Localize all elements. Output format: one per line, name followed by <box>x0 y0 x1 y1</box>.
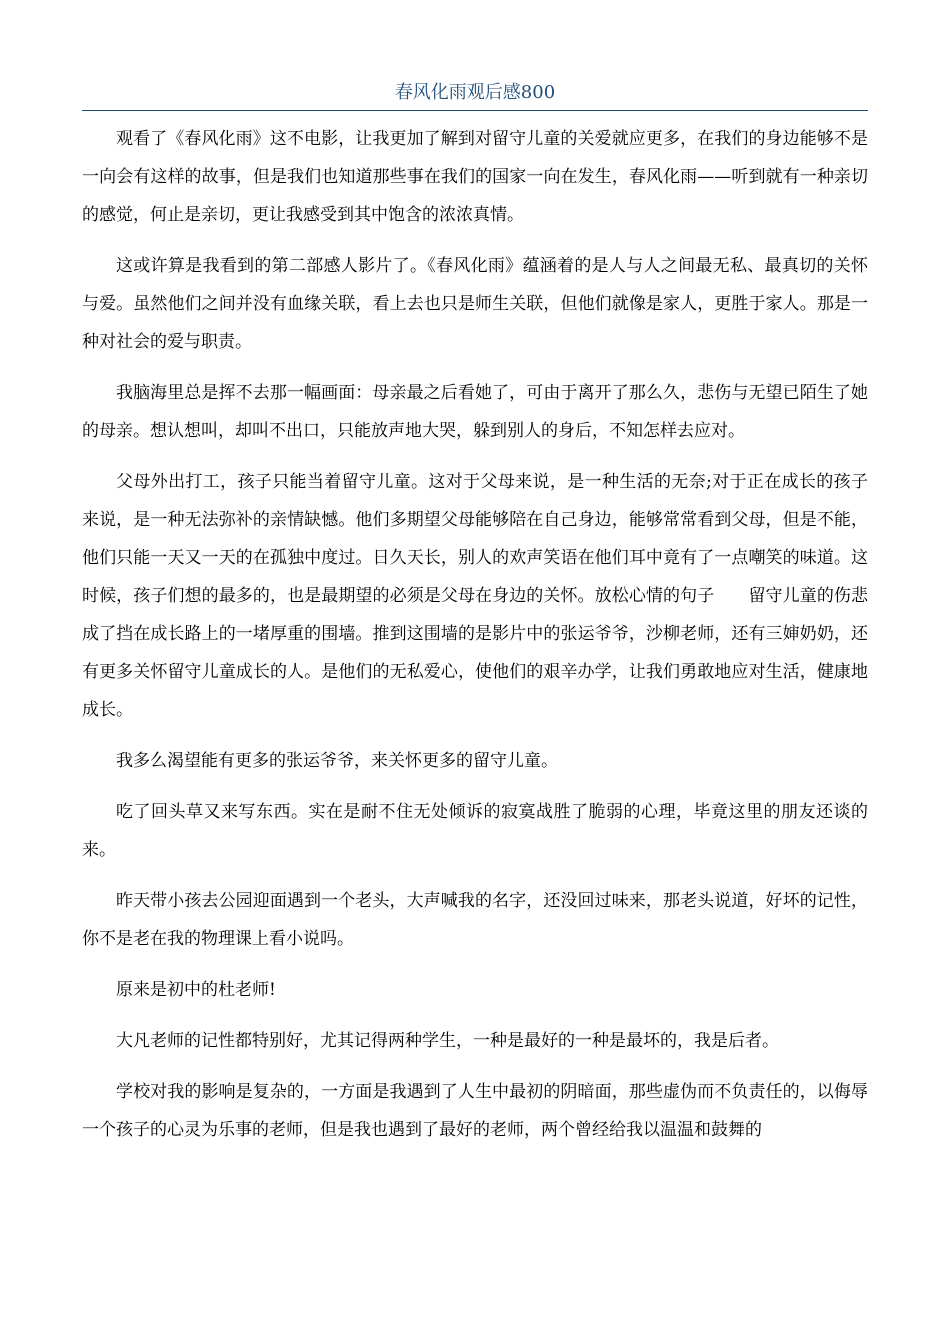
page-header <box>82 80 868 111</box>
paragraph: 观看了《春风化雨》这不电影，让我更加了解到对留守儿童的关爱就应更多，在我们的身边能够不是一向会有这样的故事，但是我们也知道那些事在我们的国家一向在发生，春风化雨——听到就有一种亲切的感觉，何止是亲切，更让我感受到其中饱含的浓浓真情。 <box>82 129 868 225</box>
paragraph: 原来是初中的杜老师! <box>116 980 276 1000</box>
paragraph: 父母外出打工，孩子只能当着留守儿童。这对于父母来说，是一种生活的无奈;对于正在成长的孩子来说，是一种无法弥补的亲情缺憾。他们多期望父母能够陪在自己身边，能够常常看到父母，但是不能，他们只能一天又一天的在孤独中度过。日久天长，别人的欢声笑语在他们耳中竟有了一点嘲笑的味道。这时候，孩子们想的最多的，也是最期望的必须是父母在身边的关怀。放松心情的句子 留守儿童的伤悲成了挡在成长路上的一堵厚重的围墙。推到这围墙的是影片中的张运爷爷，沙柳老师，还有三婶奶奶，还有更多关怀留守儿童成长的人。是他们的无私爱心，使他们的艰辛办学，让我们勇敢地应对生活，健康地成长。 <box>82 472 868 720</box>
paragraph: 大凡老师的记性都特别好，尤其记得两种学生，一种是最好的一种是最坏的，我是后者。 <box>116 1031 779 1051</box>
paragraph: 吃了回头草又来写东西。实在是耐不住无处倾诉的寂寞战胜了脆弱的心理，毕竟这里的朋友还谈的来。 <box>82 802 868 860</box>
paragraph: 我多么渴望能有更多的张运爷爷，来关怀更多的留守儿童。 <box>116 751 558 771</box>
paragraph: 这或许算是我看到的第二部感人影片了。《春风化雨》蕴涵着的是人与人之间最无私、最真切的关怀与爱。虽然他们之间并没有血缘关联，看上去也只是师生关联，但他们就像是家人，更胜于家人。那是一种对社会的爱与职责。 <box>82 256 868 352</box>
document-title: 春风化雨观后感800 <box>394 82 556 103</box>
paragraph: 我脑海里总是挥不去那一幅画面：母亲最之后看她了，可由于离开了那么久，悲伤与无望已陌生了她的母亲。想认想叫，却叫不出口，只能放声地大哭，躲到别人的身后，不知怎样去应对。 <box>82 383 868 441</box>
document-body <box>82 120 868 1162</box>
paragraph: 昨天带小孩去公园迎面遇到一个老头，大声喊我的名字，还没回过味来，那老头说道，好坏的记性，你不是老在我的物理课上看小说吗。 <box>82 891 868 949</box>
paragraph: 学校对我的影响是复杂的，一方面是我遇到了人生中最初的阴暗面，那些虚伪而不负责任的，以侮辱一个孩子的心灵为乐事的老师，但是我也遇到了最好的老师，两个曾经给我以温温和鼓舞的 <box>82 1082 868 1140</box>
